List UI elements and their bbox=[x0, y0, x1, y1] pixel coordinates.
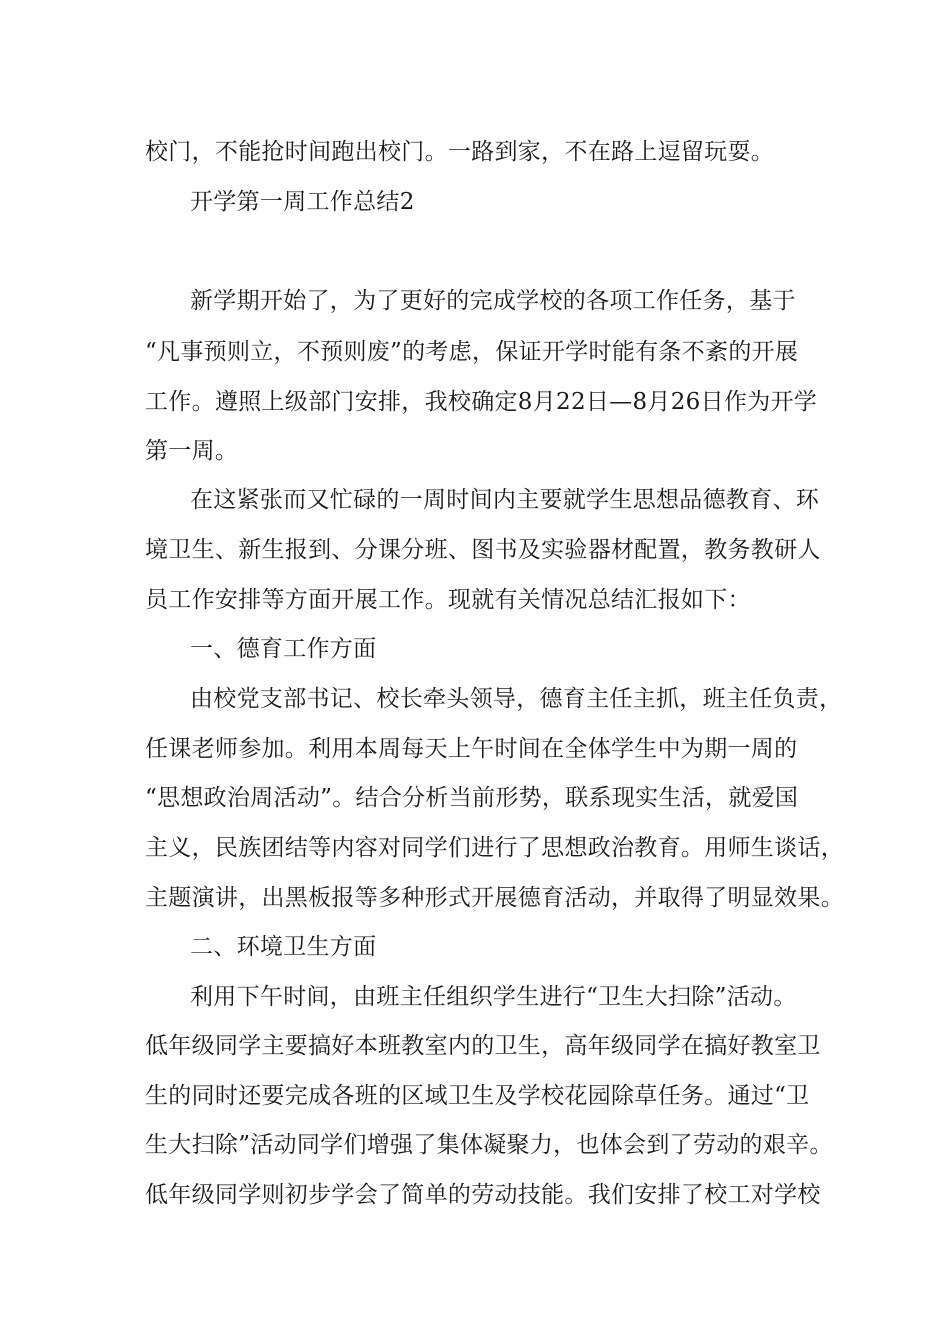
section-heading: 一、德育工作方面 bbox=[190, 636, 377, 662]
section-title: 开学第一周工作总结2 bbox=[190, 189, 415, 215]
paragraph-line: 利用下午时间，由班主任组织学生进行“卫生大扫除”活动。 bbox=[190, 984, 797, 1010]
paragraph-line: 在这紧张而又忙碌的一周时间内主要就学生思想品德教育、环 bbox=[190, 487, 820, 513]
paragraph-line: 生的同时还要完成各班的区域卫生及学校花园除草任务。通过“卫 bbox=[145, 1083, 810, 1109]
paragraph-line: 工作。遵照上级部门安排，我校确定8月22日—8月26日作为开学 bbox=[145, 389, 818, 415]
paragraph-line: “思想政治周活动”。结合分析当前形势，联系现实生活，就爱国 bbox=[145, 785, 799, 811]
paragraph-line: “凡事预则立，不预则废”的考虑，保证开学时能有条不紊的开展 bbox=[145, 339, 799, 365]
paragraph-line: 低年级同学主要搞好本班教室内的卫生，高年级同学在搞好教室卫 bbox=[145, 1033, 821, 1059]
section-heading: 二、环境卫生方面 bbox=[190, 934, 377, 960]
paragraph-line: 任课老师参加。利用本周每天上午时间在全体学生中为期一周的 bbox=[145, 736, 798, 762]
paragraph-line: 员工作安排等方面开展工作。现就有关情况总结汇报如下： bbox=[145, 587, 751, 613]
paragraph-line: 校门，不能抢时间跑出校门。一路到家，不在路上逗留玩耍。 bbox=[145, 139, 775, 165]
paragraph-line: 境卫生、新生报到、分课分班、图书及实验器材配置，教务教研人 bbox=[145, 537, 821, 563]
paragraph-line: 主题演讲，出黑板报等多种形式开展德育活动，并取得了明显效果。 bbox=[145, 885, 844, 911]
paragraph-line: 生大扫除”活动同学们增强了集体凝聚力，也体会到了劳动的艰辛。 bbox=[145, 1132, 833, 1158]
paragraph-line: 低年级同学则初步学会了简单的劳动技能。我们安排了校工对学校 bbox=[145, 1182, 821, 1208]
paragraph-line: 主义，民族团结等内容对同学们进行了思想政治教育。用师生谈话， bbox=[145, 835, 844, 861]
paragraph-line: 新学期开始了，为了更好的完成学校的各项工作任务，基于 bbox=[190, 288, 796, 314]
paragraph-line: 由校党支部书记、校长牵头领导，德育主任主抓，班主任负责， bbox=[190, 686, 843, 712]
paragraph-line: 第一周。 bbox=[145, 438, 239, 464]
